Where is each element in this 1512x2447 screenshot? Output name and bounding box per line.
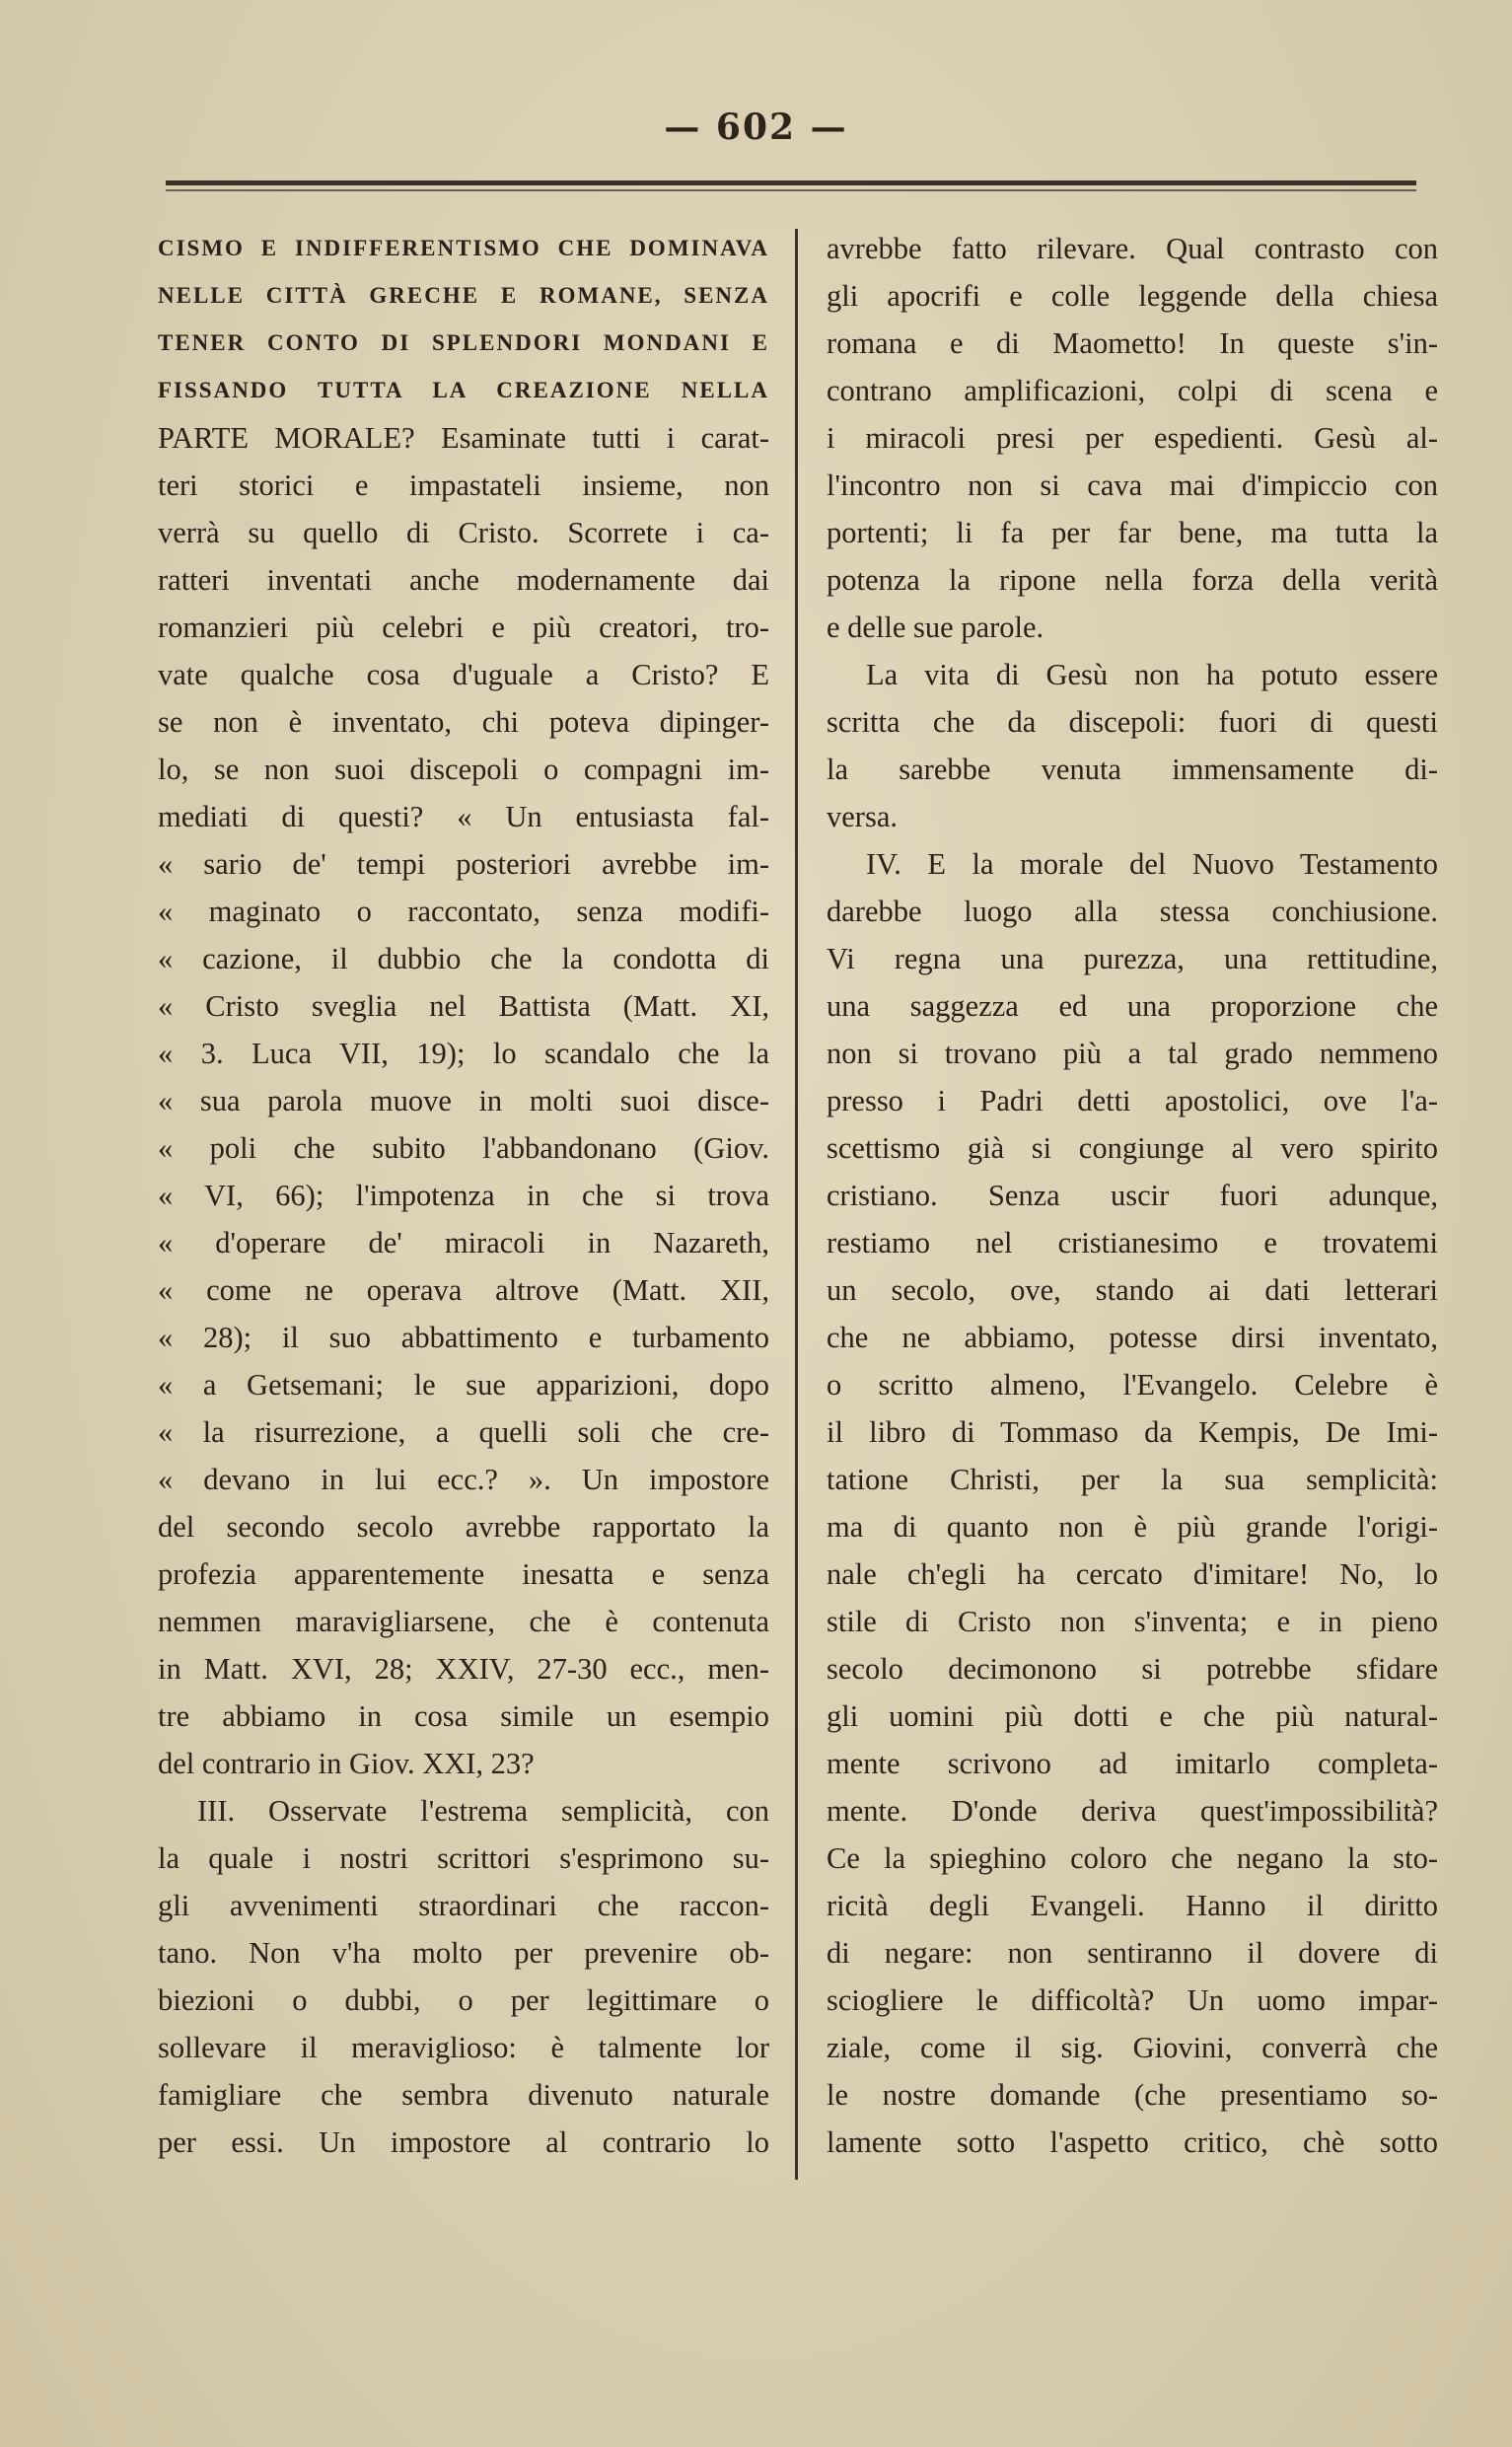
text-line: « 3. Luca VII, 19); lo scandalo che la [158,1037,769,1070]
text-line: e delle sue parole. [827,611,1044,644]
text-line: del secondo secolo avrebbe rapportato la [158,1510,769,1544]
text-line: restiamo nel cristianesimo e trovatemi [827,1226,1438,1259]
text-line: ma di quanto non è più grande l'origi- [827,1510,1438,1544]
text-line: CISMO E INDIFFERENTISMO CHE DOMINAVA [158,236,769,260]
text-line: « maginato o raccontato, senza modifi- [158,895,769,928]
text-line: versa. [827,800,898,833]
text-line: sciogliere le difficoltà? Un uomo impar- [827,1983,1438,2017]
text-line: gli apocrifi e colle leggende della chiesa [827,279,1438,313]
text-line: in Matt. XVI, 28; XXIV, 27-30 ecc., men- [158,1652,769,1686]
text-line: « 28); il suo abbattimento e turbamento [158,1321,769,1354]
text-line: stile di Cristo non s'inventa; e in pieno [827,1605,1438,1638]
text-line: la sarebbe venuta immensamente di- [827,753,1438,786]
header-rule-thin [166,189,1416,191]
text-line: La vita di Gesù non ha potuto essere [866,658,1438,691]
text-line: « cazione, il dubbio che la condotta di [158,942,769,975]
text-line: che ne abbiamo, potesse dirsi inventato, [827,1321,1438,1354]
text-line: di negare: non sentiranno il dovere di [827,1936,1438,1970]
text-line: nemmen maravigliarsene, che è contenuta [158,1605,769,1638]
text-line: Ce la spieghino coloro che negano la sto- [827,1841,1438,1875]
text-line: tre abbiamo in cosa simile un esempio [158,1699,769,1733]
text-line: o scritto almeno, l'Evangelo. Celebre è [827,1368,1438,1402]
text-line: NELLE CITTÀ GRECHE E ROMANE, SENZA [158,283,769,308]
text-line: sollevare il meraviglioso: è talmente lor [158,2031,769,2064]
text-line: Vi regna una purezza, una rettitudine, [827,942,1438,975]
text-line: « a Getsemani; le sue apparizioni, dopo [158,1368,769,1402]
text-line: se non è inventato, chi poteva dipinger- [158,705,769,739]
text-line: IV. E la morale del Nuovo Testamento [866,847,1438,881]
text-line: per essi. Un impostore al contrario lo [158,2125,769,2159]
text-line: ziale, come il sig. Giovini, converrà che [827,2031,1438,2064]
column-divider [795,229,798,2180]
text-line: romana e di Maometto! In queste s'in- [827,326,1438,360]
text-line: « sario de' tempi posteriori avrebbe im- [158,847,769,881]
text-line: lo, se non suoi discepoli o compagni im- [158,753,769,786]
text-line: biezioni o dubbi, o per legittimare o [158,1983,769,2017]
text-line: una saggezza ed una proporzione che [827,989,1438,1023]
text-line: le nostre domande (che presentiamo so- [827,2078,1438,2112]
text-line: « sua parola muove in molti suoi disce- [158,1084,769,1117]
text-line: mediati di questi? « Un entusiasta fal- [158,800,769,833]
text-line: « poli che subito l'abbandonano (Giov. [158,1131,769,1165]
text-line: gli avvenimenti straordinari che raccon- [158,1889,769,1922]
text-line: contrano amplificazioni, colpi di scena e [827,374,1438,407]
text-line: gli uomini più dotti e che più natural- [827,1699,1438,1733]
text-line: TENER CONTO DI SPLENDORI MONDANI E [158,330,769,355]
text-line: del contrario in Giov. XXI, 23? [158,1747,535,1780]
text-line: scritta che da discepoli: fuori di questi [827,705,1438,739]
text-line: « devano in lui ecc.? ». Un impostore [158,1463,769,1496]
text-line: verrà su quello di Cristo. Scorrete i ca- [158,516,769,549]
text-line: un secolo, ove, stando ai dati letterari [827,1273,1438,1307]
text-line: lamente sotto l'aspetto critico, chè sotto [827,2125,1438,2159]
text-line: il libro di Tommaso da Kempis, De Imi- [827,1415,1438,1449]
text-line: secolo decimonono si potrebbe sfidare [827,1652,1438,1686]
text-line: vate qualche cosa d'uguale a Cristo? E [158,658,769,691]
right-column [827,225,1438,2166]
text-line: ratteri inventati anche modernamente dai [158,563,769,597]
text-line: cristiano. Senza uscir fuori adunque, [827,1179,1438,1212]
text-line: potenza la ripone nella forza della verità [827,563,1438,597]
text-line: III. Osservate l'estrema semplicità, con [197,1794,769,1828]
text-line: avrebbe fatto rilevare. Qual contrasto con [827,232,1438,265]
text-line: la quale i nostri scrittori s'esprimono su- [158,1841,769,1875]
text-line: nale ch'egli ha cercato d'imitare! No, lo [827,1557,1438,1591]
text-line: ricità degli Evangeli. Hanno il diritto [827,1889,1438,1922]
text-line: famigliare che sembra divenuto naturale [158,2078,769,2112]
page-number: — 602 — [664,107,848,148]
text-line: darebbe luogo alla stessa conchiusione. [827,895,1438,928]
header-rule [166,180,1416,185]
text-line: mente scrivono ad imitarlo completa- [827,1747,1438,1780]
text-line: l'incontro non si cava mai d'impiccio con [827,468,1438,502]
text-line: teri storici e impastateli insieme, non [158,468,769,502]
text-line: PARTE MORALE? Esaminate tutti i carat- [158,421,769,455]
text-line: tatione Christi, per la sua semplicità: [827,1463,1438,1496]
text-line: « la risurrezione, a quelli soli che cre- [158,1415,769,1449]
text-line: « VI, 66); l'impotenza in che si trova [158,1179,769,1212]
text-line: portenti; li fa per far bene, ma tutta la [827,516,1438,549]
text-line: scettismo già si congiunge al vero spirito [827,1131,1438,1165]
text-line: non si trovano più a tal grado nemmeno [827,1037,1438,1070]
text-line: « d'operare de' miracoli in Nazareth, [158,1226,769,1259]
text-line: « Cristo sveglia nel Battista (Matt. XI, [158,989,769,1023]
text-line: « come ne operava altrove (Matt. XII, [158,1273,769,1307]
left-column [158,225,769,2166]
text-line: presso i Padri detti apostolici, ove l'a- [827,1084,1438,1117]
text-line: tano. Non v'ha molto per prevenire ob- [158,1936,769,1970]
text-line: i miracoli presi per espedienti. Gesù al- [827,421,1438,455]
text-line: mente. D'onde deriva quest'impossibilità? [827,1794,1438,1828]
text-line: FISSANDO TUTTA LA CREAZIONE NELLA [158,378,769,402]
text-line: profezia apparentemente inesatta e senza [158,1557,769,1591]
text-line: romanzieri più celebri e più creatori, tro- [158,611,769,644]
